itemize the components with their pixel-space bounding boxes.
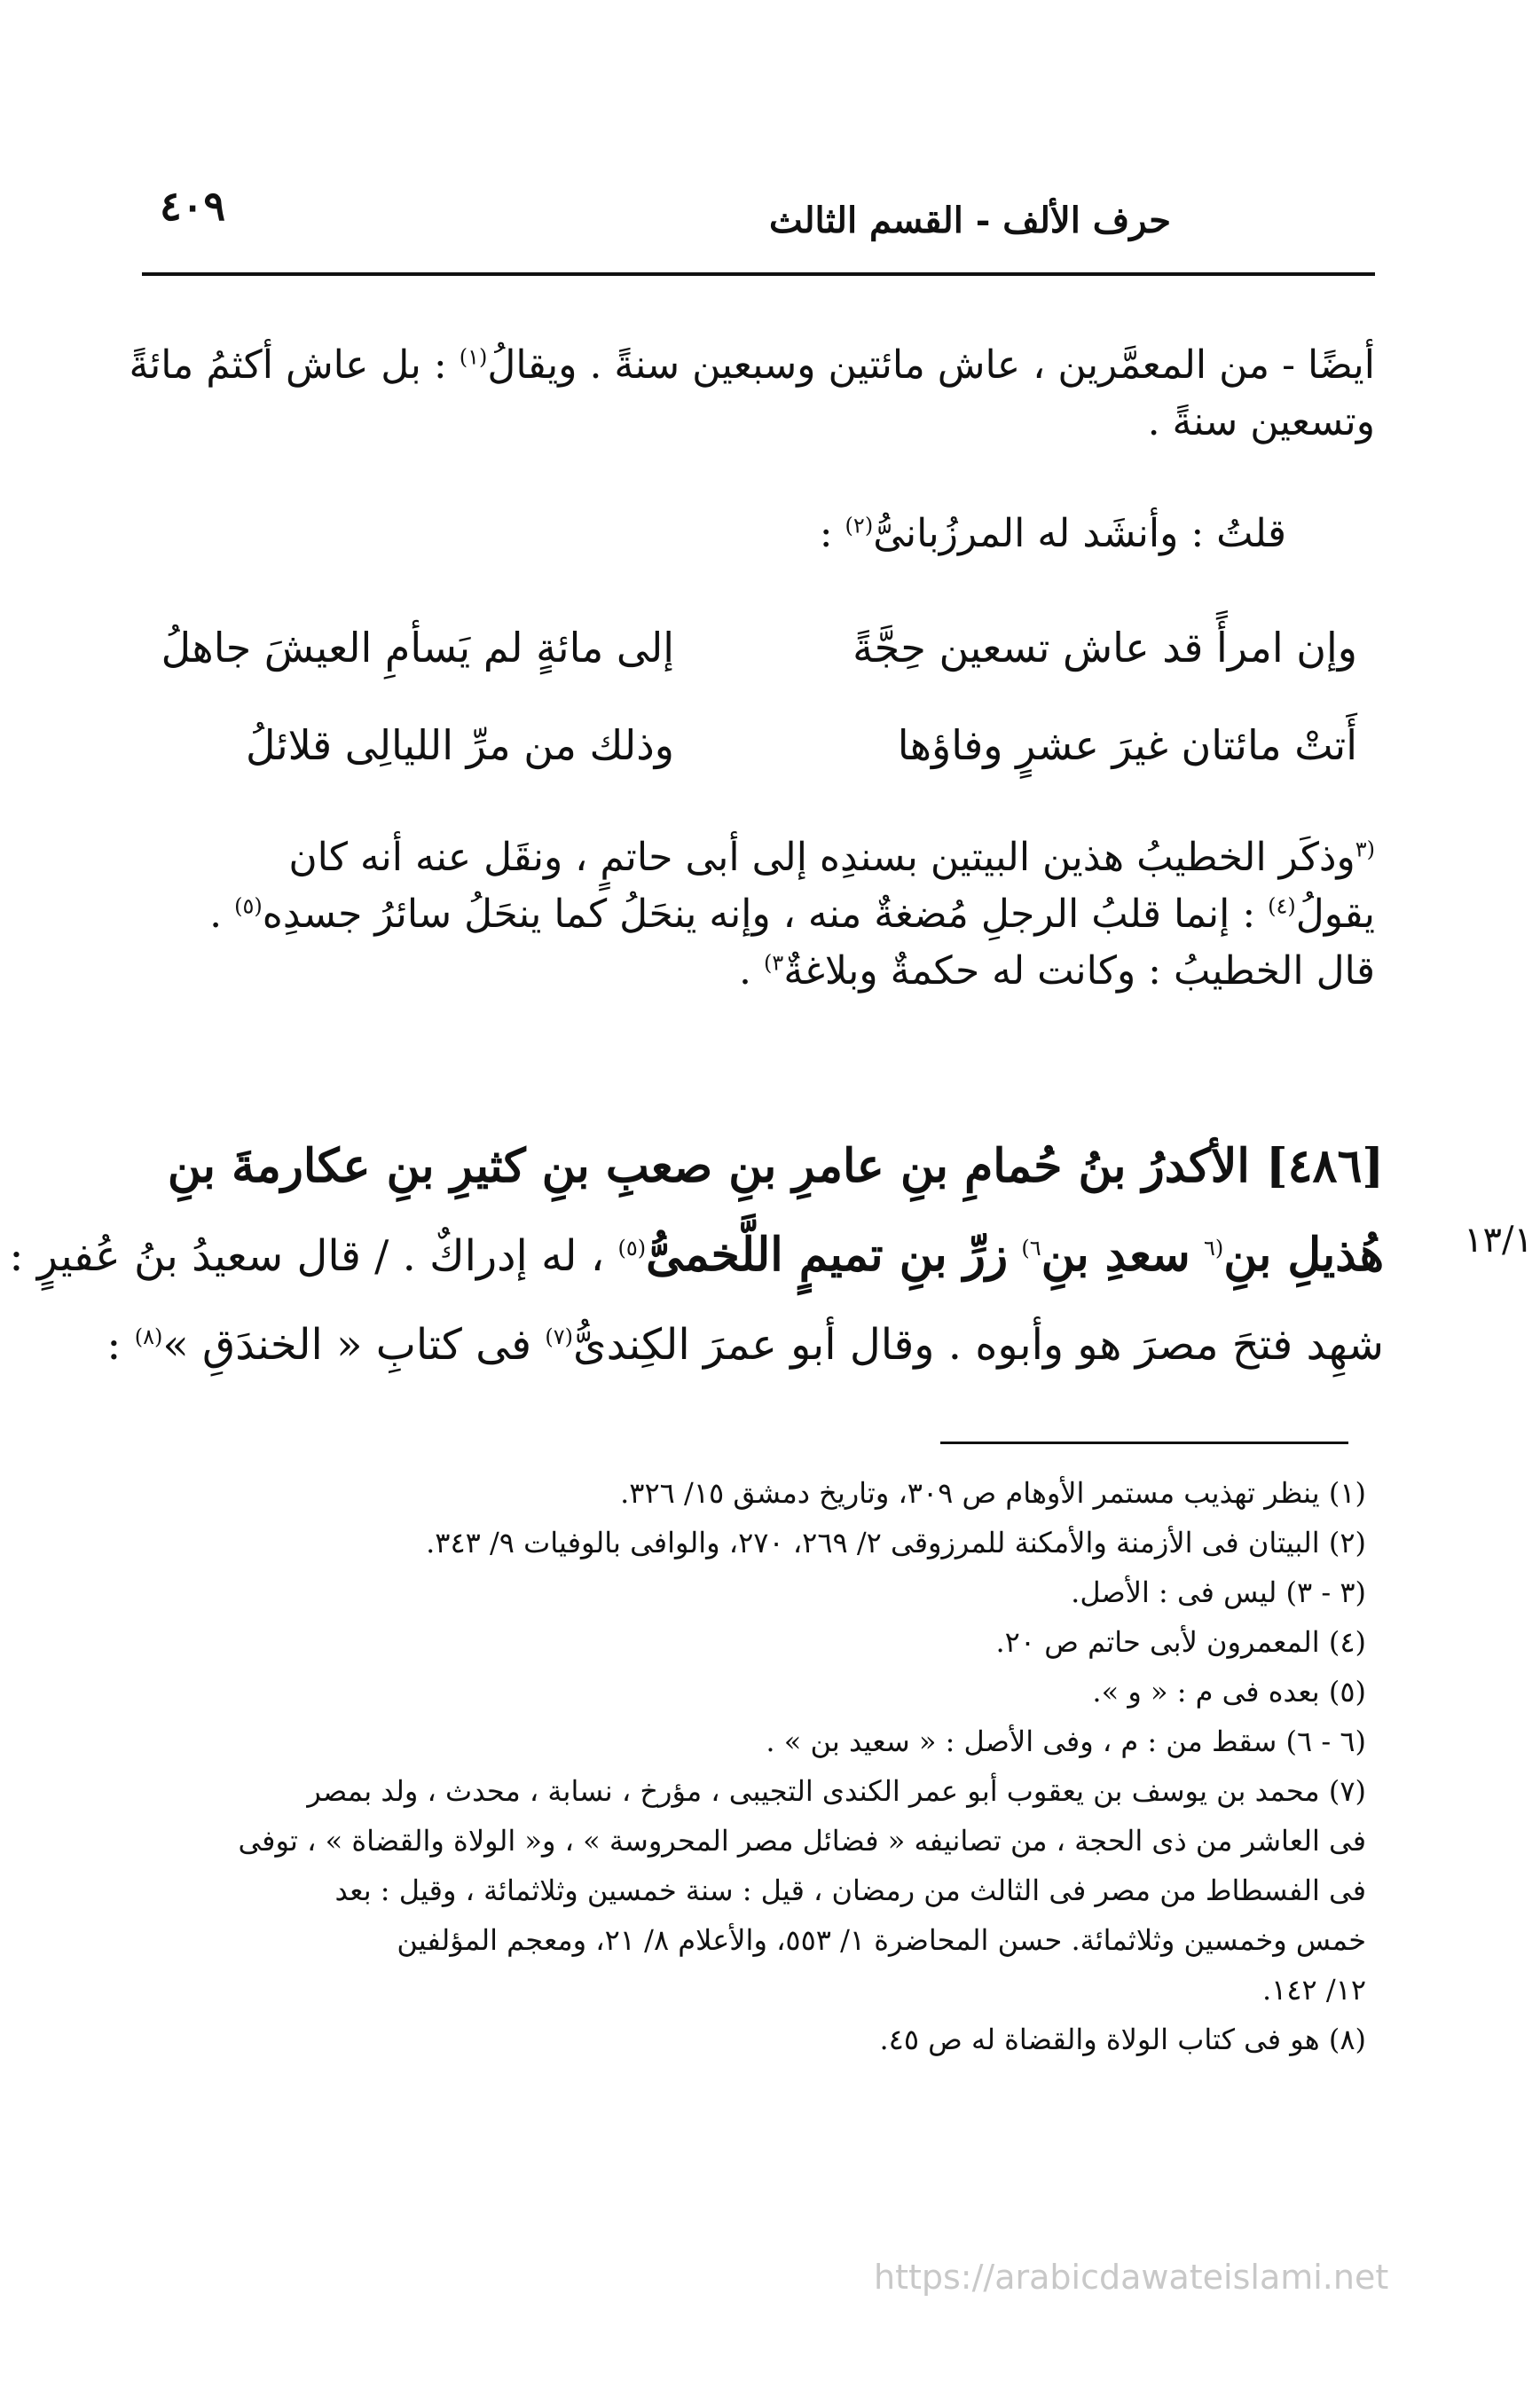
footnote-ref: (٧) [545, 1324, 573, 1349]
paragraph-3-line-1 [151, 829, 1375, 886]
footnote-ref: ٣) [764, 950, 784, 976]
footnote-ref: ٦) [1021, 1236, 1041, 1261]
text: يقولُ [1295, 892, 1375, 937]
text: : [819, 511, 833, 556]
entry-name: الأكدرُ بنُ حُمامِ بنِ عامرِ بنِ صعبِ بنِ كثيرِ بنِ عكارمةَ بنِ [167, 1139, 1250, 1193]
footnote-ref: (٥) [234, 893, 263, 919]
footnote-7-line-3: فى الفسطاط من مصر فى الثالث من رمضان ، قيل : سنة خمسين وثلاثمائة ، وقيل : بعد [334, 1874, 1366, 1907]
footnote-ref: (٦ [1204, 1236, 1224, 1261]
footnote-5: (٥) بعده فى م : « و ». [1092, 1675, 1366, 1709]
entry-heading-line-1 [142, 1122, 1384, 1211]
verse-2-second-hemistich: وذلك من مرِّ الليالِى قلائلُ [246, 721, 674, 769]
text: . [209, 892, 223, 937]
footnote-7-line-1: (٧) محمد بن يوسف بن يعقوب أبو عمر الكندى التجيبى ، مؤرخ ، نسابة ، محدث ، ولد بمصر [307, 1774, 1366, 1808]
text: شهِد فتحَ مصرَ هو وأبوه . وقال أبو عمرَ الكِندىُّ [573, 1320, 1384, 1370]
paragraph-1-line-2: وتسعين سنةً . [1147, 399, 1375, 444]
text: : إنما قلبُ الرجلِ مُضغةٌ منه ، وإنه ينحَلُ كما ينحَلُ سائرُ جسدِه [262, 892, 1256, 937]
footnote-ref: (٢) [845, 513, 874, 538]
footnote-6: (٦ - ٦) سقط من : م ، وفى الأصل : « سعيد بن » . [766, 1724, 1366, 1758]
text: فى كتابِ « الخندَقِ » [162, 1320, 532, 1370]
verse-2-first-hemistich: أَتتْ مائتان غيرَ عشرٍ وفاؤها [897, 721, 1357, 769]
verse-2 [151, 710, 1375, 807]
page-number: ٤٠٩ [160, 182, 226, 230]
paragraph-3-line-2 [151, 886, 1375, 943]
verse-1-first-hemistich: وإن امرأً قد عاش تسعين حِجَّةً [852, 624, 1357, 672]
verse-1 [151, 612, 1375, 710]
footnote-ref: (٤) [1268, 893, 1296, 919]
footnote-3: (٣ - ٣) ليس فى : الأصل. [1071, 1575, 1366, 1609]
biography-entry [9, 1122, 1384, 1389]
text: : بل عاش أكثمُ مائةً [129, 342, 447, 388]
footnote-7-line-4: خمس وخمسين وثلاثمائة. حسن المحاضرة ١/ ٥٥٣، والأعلام ٨/ ٢١، ومعجم المؤلفين [397, 1923, 1366, 1957]
text: زرِّ بنِ تميمٍ اللَّخمىُّ [646, 1228, 1009, 1282]
footnote-ref: (١) [459, 344, 488, 370]
footnote-ref: (٨) [134, 1324, 163, 1349]
footnote-4: (٤) المعمرون لأبى حاتم ص ٢٠. [995, 1625, 1366, 1659]
text: قلتُ : وأنشَد له المرزُبانىُّ [873, 511, 1286, 556]
text: هُذيلِ بنِ [1223, 1228, 1384, 1282]
text: قال الخطيبُ : وكانت له حكمةٌ وبلاغةٌ [783, 948, 1375, 994]
text: ، له إدراكٌ . / قال سعيدُ بنُ عُفيرٍ : [9, 1231, 605, 1281]
footnote-7-line-2: فى العاشر من ذى الحجة ، من تصانيفه « فضائل مصر المحروسة » ، و« الولاة والقضاة » ، توفى [238, 1824, 1366, 1858]
paragraph-2-line [151, 506, 1375, 562]
text: أيضًا - من المعمَّرين ، عاش مائتين وسبعين سنةً . ويقالُ [487, 342, 1375, 388]
entry-line-3 [106, 1300, 1384, 1389]
paragraph-3 [151, 829, 1375, 1000]
running-title: حرف الألف - القسم الثالث [769, 200, 1171, 241]
marginal-reference: ١٣/١ [1464, 1220, 1533, 1261]
text: وذكَر الخطيبُ هذين البيتين بسندِه إلى أبى حاتمٍ ، ونقَل عنه أنه كان [288, 835, 1355, 880]
page-header [142, 173, 1375, 271]
footnote-1: (١) ينظر تهذيب مستمر الأوهام ص ٣٠٩، وتاريخ دمشق ١٥/ ٣٢٦. [620, 1476, 1366, 1510]
paragraph-2 [151, 506, 1375, 562]
poem [151, 612, 1375, 807]
footnote-ref: (٥) [617, 1236, 647, 1261]
entry-number: [٤٨٦] [1265, 1139, 1384, 1193]
footnote-2: (٢) البيتان فى الأزمنة والأمكنة للمرزوقى ٢/ ٢٦٩، ٢٧٠، والوافى بالوفيات ٩/ ٣٤٣. [426, 1526, 1366, 1559]
text: . [739, 948, 752, 994]
paragraph-1 [129, 337, 1375, 451]
header-rule [142, 272, 1375, 276]
paragraph-1-line-1 [129, 337, 1375, 394]
watermark: https://arabicdawateislami.net [874, 2258, 1389, 2297]
footnote-ref: (٣ [1355, 837, 1375, 862]
text: : [106, 1320, 122, 1370]
verse-1-second-hemistich: إلى مائةٍ لم يَسأمِ العيشَ جاهلُ [161, 624, 674, 672]
text: سعدِ بنِ [1041, 1228, 1190, 1282]
footnotes [151, 1468, 1366, 2064]
footnote-7-line-5: ١٢/ ١٤٢. [1261, 1973, 1366, 2007]
paragraph-3-line-3 [151, 943, 1375, 1000]
entry-line-2 [9, 1211, 1384, 1300]
footnote-rule [940, 1442, 1348, 1444]
footnote-8: (٨) هو فى كتاب الولاة والقضاة له ص ٤٥. [879, 2023, 1366, 2056]
